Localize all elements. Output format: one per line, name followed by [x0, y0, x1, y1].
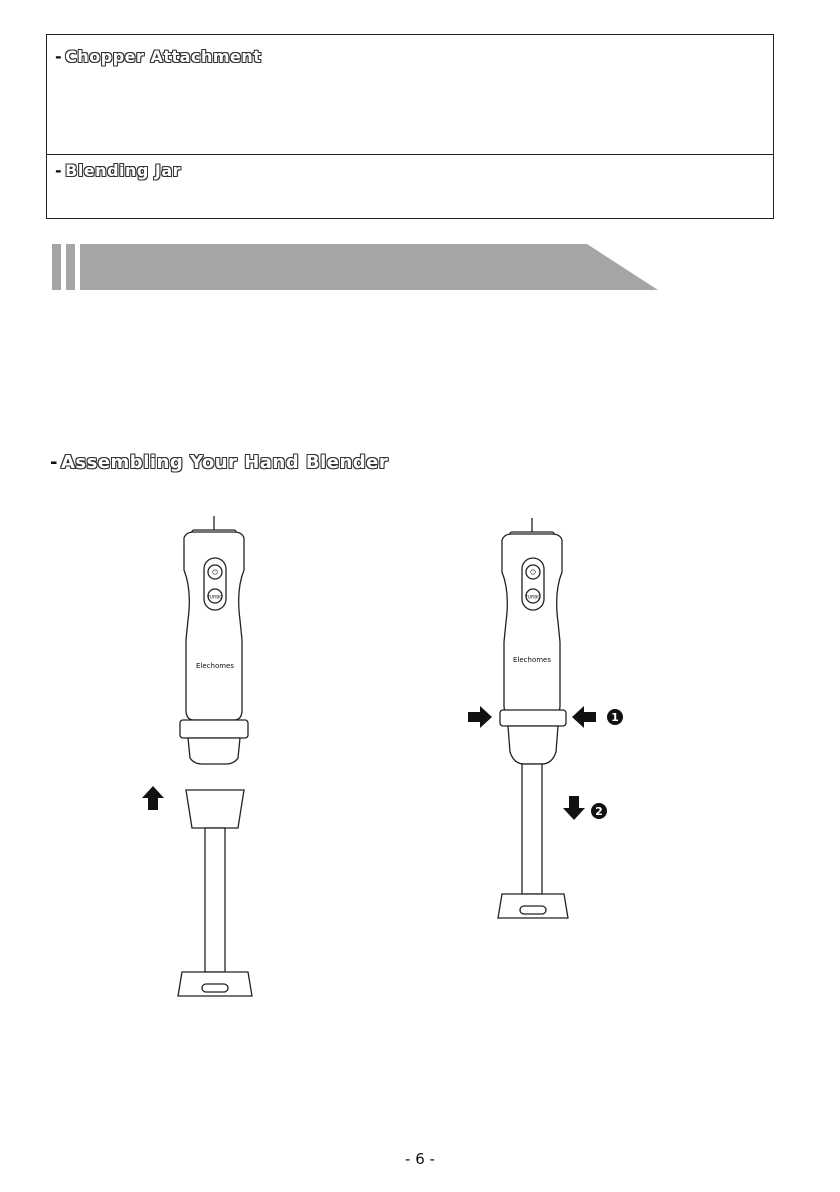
step-2-number: 2 — [595, 805, 603, 818]
chopper-attachment-box — [46, 34, 774, 155]
turbo-icon: TURBO — [525, 595, 541, 601]
release-band — [500, 710, 566, 726]
guard-slot — [202, 984, 228, 992]
blending-jar-box — [46, 154, 774, 219]
heading-dash: - — [55, 161, 63, 180]
arrow-down-icon — [563, 796, 585, 820]
blending-shaft — [205, 828, 225, 972]
brand-logo: Elechomes — [512, 656, 552, 664]
assembling-section-heading — [50, 452, 388, 473]
power-icon: ⏻ — [530, 568, 536, 577]
power-icon: ⏻ — [212, 568, 218, 577]
page-number: - 6 - — [405, 1150, 435, 1168]
arrow-right-icon — [468, 706, 492, 728]
arrow-left-icon — [572, 706, 596, 728]
guard-slot — [520, 906, 546, 914]
shaft-collar — [508, 726, 558, 764]
blending-jar-heading — [55, 161, 181, 180]
banner-bar-1 — [52, 244, 61, 290]
figure-assembled-blender — [460, 510, 640, 930]
brand-logo: Elechomes — [195, 662, 235, 670]
section-dash: - — [50, 452, 58, 473]
motor-base — [188, 738, 240, 764]
blending-jar-title: Blending Jar — [65, 161, 182, 180]
chopper-attachment-heading — [55, 47, 261, 66]
figure-detached-assembly — [130, 510, 280, 1010]
shaft-collar — [186, 790, 244, 828]
step-1-number: 1 — [611, 711, 619, 724]
assembling-title: Assembling Your Hand Blender — [60, 452, 389, 473]
banner-band — [80, 244, 658, 290]
chopper-attachment-title: Chopper Attachment — [65, 47, 262, 66]
arrow-up-icon — [142, 786, 164, 810]
turbo-icon: TURBO — [207, 595, 223, 601]
heading-dash: - — [55, 47, 63, 66]
blending-shaft — [522, 764, 542, 894]
release-band — [180, 720, 248, 738]
banner-bar-2 — [66, 244, 75, 290]
section-banner — [52, 244, 660, 290]
